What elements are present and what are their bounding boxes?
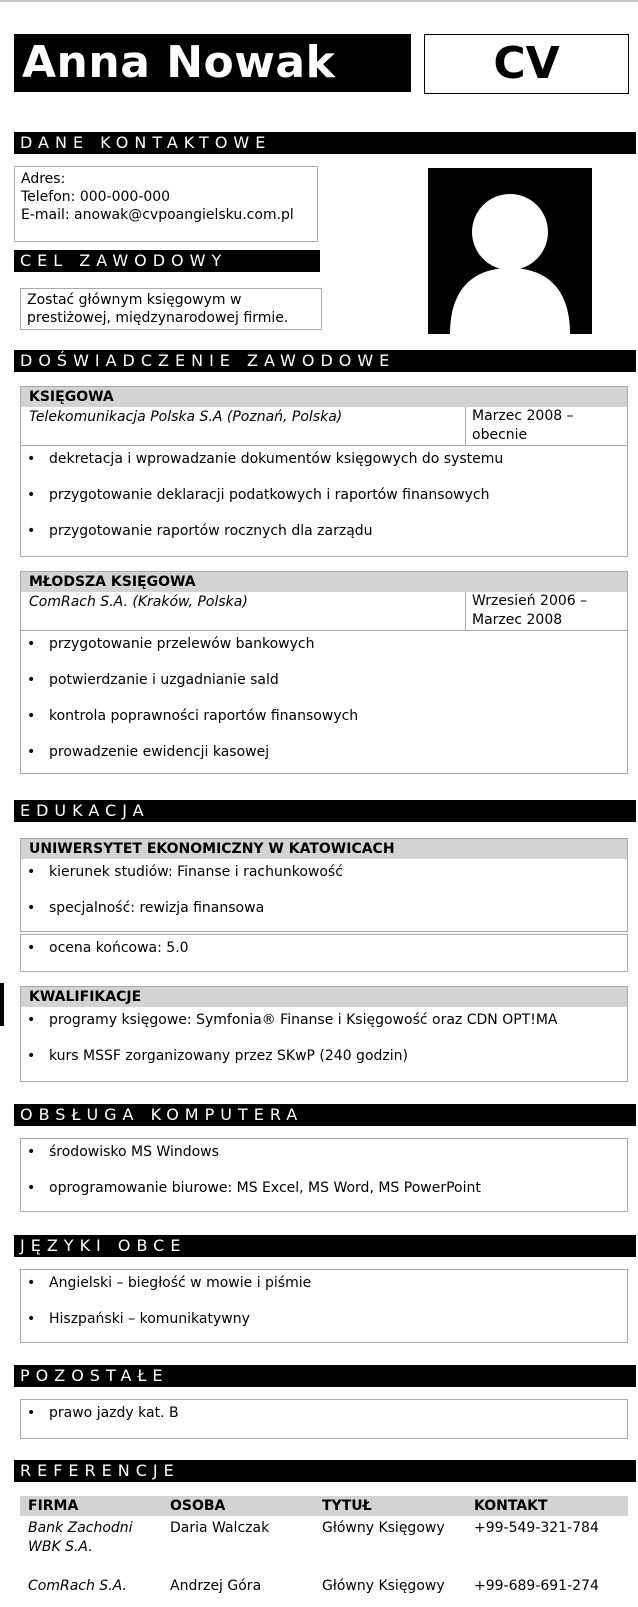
grade-block [20, 934, 628, 972]
list-item: • programy księgowe: Symfonia® Finanse i Księgowość oraz CDN OPT!MA [21, 1007, 627, 1043]
qualifications-block [20, 986, 628, 1082]
job-title: KSIĘGOWA [21, 387, 627, 407]
list-item: • przygotowanie raportów rocznych dla zarządu [21, 518, 627, 554]
job-company: Telekomunikacja Polska S.A (Poznań, Polska) [21, 407, 466, 445]
job-block-2 [20, 571, 628, 774]
profile-photo-placeholder [428, 168, 592, 334]
education-items [21, 859, 627, 931]
list-item: • Hiszpański – komunikatywny [21, 1306, 627, 1342]
ref-contact: +99-689-691-274 [474, 1578, 599, 1594]
table-row [20, 1577, 628, 1596]
languages-block [20, 1269, 628, 1343]
list-item: • Angielski – biegłość w mowie i piśmie [21, 1270, 627, 1306]
computer-items [21, 1139, 627, 1211]
list-item: • potwierdzanie i uzgadnianie sald [21, 667, 627, 703]
languages-items [21, 1270, 627, 1342]
ref-contact: +99-549-321-784 [474, 1520, 599, 1536]
education-block [20, 838, 628, 932]
section-languages: JĘZYKI OBCE [14, 1235, 636, 1257]
job-dates [466, 592, 627, 630]
list-item: • prowadzenie ewidencji kasowej [21, 739, 627, 775]
ref-firm: ComRach S.A. [28, 1578, 127, 1594]
margin-marker [0, 983, 4, 1026]
computer-block [20, 1138, 628, 1212]
other-block [20, 1399, 628, 1439]
list-item: • kontrola poprawności raportów finansowych [21, 703, 627, 739]
job-meta-row [21, 592, 627, 631]
cv-label: CV [424, 34, 629, 94]
job-block-1 [20, 386, 628, 557]
list-item: • prawo jazdy kat. B [21, 1400, 627, 1430]
header-firm: FIRMA [28, 1498, 79, 1514]
grade-list [21, 935, 627, 965]
section-contact: DANE KONTAKTOWE [14, 132, 636, 154]
ref-title: Główny Księgowy [322, 1520, 445, 1536]
list-item: • przygotowanie przelewów bankowych [21, 631, 627, 667]
other-items [21, 1400, 627, 1430]
ref-person: Daria Walczak [170, 1520, 270, 1536]
job-duties [21, 631, 627, 775]
section-experience: DOŚWIADCZENIE ZAWODOWE [14, 350, 636, 372]
ref-title: Główny Księgowy [322, 1578, 445, 1594]
job-company: ComRach S.A. (Kraków, Polska) [21, 592, 466, 630]
table-header [20, 1496, 628, 1516]
school-name: UNIWERSYTET EKONOMICZNY W KATOWICACH [21, 839, 627, 859]
contact-email: E-mail: anowak@cvpoangielsku.com.pl [21, 207, 294, 223]
list-item: • oprogramowanie biurowe: MS Excel, MS Word, MS PowerPoint [21, 1175, 627, 1211]
contact-phone: Telefon: 000-000-000 [21, 189, 171, 205]
job-meta-row [21, 407, 627, 446]
goal-line-1: Zostać głównym księgowym w [27, 292, 242, 308]
qualifications-title: KWALIFIKACJE [21, 987, 627, 1007]
job-date-end: Marzec 2008 [472, 612, 563, 628]
contact-box [14, 166, 318, 242]
list-item: • środowisko MS Windows [21, 1139, 627, 1175]
section-goal: CEL ZAWODOWY [14, 250, 320, 272]
contact-address: Adres: [21, 171, 66, 187]
section-computer: OBSŁUGA KOMPUTERA [14, 1104, 636, 1126]
header-title: TYTUŁ [322, 1498, 372, 1514]
table-row [20, 1516, 628, 1577]
name-heading: Anna Nowak [14, 34, 411, 92]
job-date-start: Wrzesień 2006 – [472, 593, 588, 609]
job-date-end: obecnie [472, 427, 528, 443]
list-item: • specjalność: rewizja finansowa [21, 895, 627, 931]
section-education: EDUKACJA [14, 800, 636, 822]
list-item: • dekretacja i wprowadzanie dokumentów księgowych do systemu [21, 446, 627, 482]
person-silhouette-icon [428, 168, 592, 334]
top-border [0, 0, 638, 2]
ref-firm [20, 1519, 166, 1577]
header-person: OSOBA [170, 1498, 226, 1514]
qualifications-items [21, 1007, 627, 1079]
list-item: • przygotowanie deklaracji podatkowych i raportów finansowych [21, 482, 627, 518]
list-item: • ocena końcowa: 5.0 [21, 935, 627, 965]
goal-line-2: prestiżowej, międzynarodowej firmie. [27, 310, 289, 326]
goal-box [20, 288, 322, 330]
ref-firm-line-2: WBK S.A. [28, 1539, 93, 1555]
list-item: • kurs MSSF zorganizowany przez SKwP (240 godzin) [21, 1043, 627, 1079]
section-references: REFERENCJE [14, 1460, 636, 1482]
references-table [20, 1496, 628, 1596]
job-title: MŁODSZA KSIĘGOWA [21, 572, 627, 592]
job-dates [466, 407, 627, 445]
job-date-start: Marzec 2008 – [472, 408, 574, 424]
job-duties [21, 446, 627, 554]
ref-firm-line-1: Bank Zachodni [28, 1520, 133, 1536]
header-contact: KONTAKT [474, 1498, 548, 1514]
section-other: POZOSTAŁE [14, 1365, 636, 1387]
list-item: • kierunek studiów: Finanse i rachunkowość [21, 859, 627, 895]
ref-person: Andrzej Góra [170, 1578, 262, 1594]
